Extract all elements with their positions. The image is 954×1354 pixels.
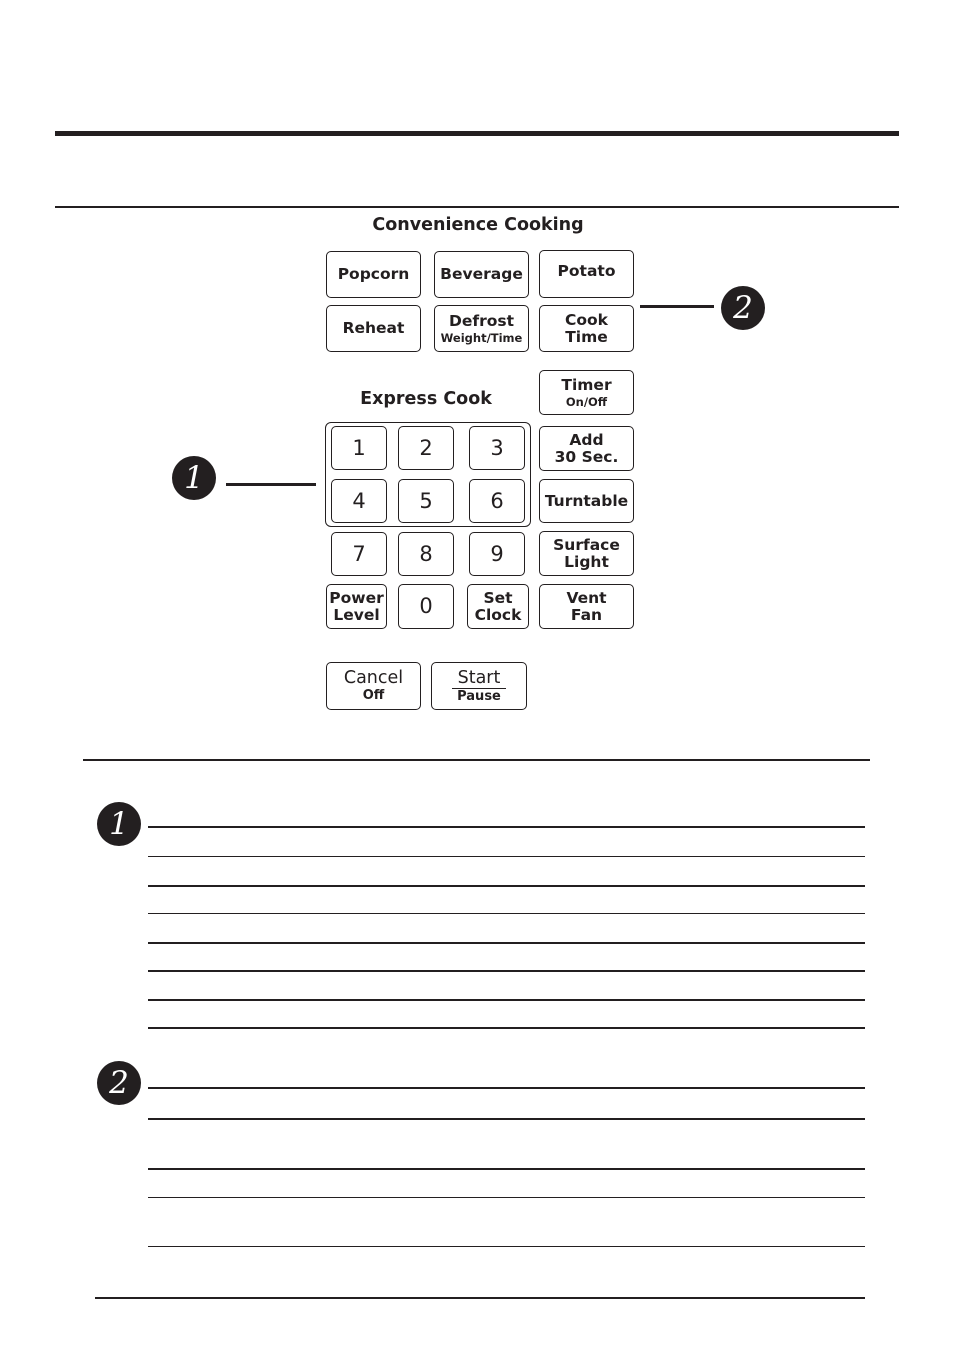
callout-1-leader: [226, 483, 316, 486]
digit-4-label: 4: [352, 488, 366, 513]
set-clock-label-line1: Set: [483, 589, 513, 608]
section-1-row-rule: [148, 826, 865, 828]
digit-2-button[interactable]: [398, 426, 454, 470]
callout-2-marker: 2: [721, 286, 765, 330]
turntable-label: Turntable: [544, 491, 629, 510]
set-clock-button[interactable]: [467, 584, 529, 629]
section-1-row-rule: [148, 856, 865, 857]
potato-button[interactable]: [539, 250, 634, 298]
section-2-row-rule: [148, 1118, 865, 1120]
digit-7-button[interactable]: [331, 532, 387, 576]
digit-9-label: 9: [490, 541, 504, 566]
digit-1-label: 1: [352, 435, 366, 460]
add-30-sec-button[interactable]: [539, 426, 634, 471]
digit-1-button[interactable]: [331, 426, 387, 470]
potato-label: Potato: [557, 262, 616, 280]
beverage-button[interactable]: [434, 251, 529, 298]
section-2-row-rule: [148, 1197, 865, 1198]
cook-time-label-line1: Cook: [565, 311, 608, 330]
digit-6-button[interactable]: [469, 479, 525, 523]
cancel-off-button[interactable]: [326, 662, 421, 710]
start-pause-button[interactable]: [431, 662, 527, 710]
section-2-row-rule: [148, 1087, 865, 1089]
surface-light-label-line2: Light: [564, 552, 609, 571]
reheat-label: Reheat: [342, 319, 405, 338]
turntable-button[interactable]: [539, 479, 634, 523]
digit-5-label: 5: [419, 488, 433, 513]
pause-sublabel: Pause: [457, 688, 501, 704]
digit-8-button[interactable]: [398, 532, 454, 576]
express-cook-heading: Express Cook: [360, 389, 492, 409]
defrost-button[interactable]: [434, 305, 529, 352]
surface-light-label-line1: Surface: [553, 536, 620, 555]
top-heavy-rule: [55, 131, 899, 136]
vent-fan-label-line2: Fan: [570, 605, 603, 624]
section-2-row-rule: [148, 1246, 865, 1247]
section-1-row-rule: [148, 970, 865, 972]
callout-2-leader: [640, 305, 714, 308]
section-1-row-rule: [148, 913, 865, 914]
vent-fan-button[interactable]: [539, 584, 634, 629]
section-1-row-rule: [148, 942, 865, 944]
page-bottom-rule: [95, 1297, 865, 1299]
reheat-button[interactable]: [326, 305, 421, 352]
power-level-button[interactable]: [326, 584, 387, 629]
callout-1-marker: 1: [172, 456, 216, 500]
section-1-row-rule: [148, 999, 865, 1001]
digit-7-label: 7: [352, 541, 366, 566]
timer-button[interactable]: [539, 370, 634, 415]
defrost-label: Defrost: [448, 311, 515, 330]
popcorn-label: Popcorn: [337, 265, 410, 284]
defrost-sublabel: Weight/Time: [440, 331, 523, 346]
digit-0-button[interactable]: [398, 584, 454, 629]
start-label: Start: [452, 669, 507, 689]
vent-fan-label-line1: Vent: [566, 589, 607, 608]
panel-bottom-rule: [83, 759, 870, 761]
digit-2-label: 2: [419, 435, 433, 460]
popcorn-button[interactable]: [326, 251, 421, 298]
off-sublabel: Off: [362, 687, 385, 703]
surface-light-button[interactable]: [539, 531, 634, 576]
add-30-sec-label-line1: Add: [569, 431, 604, 450]
digit-0-label: 0: [419, 594, 433, 619]
cook-time-button[interactable]: [539, 305, 634, 352]
convenience-cooking-heading: Convenience Cooking: [372, 215, 584, 235]
power-level-label-line1: Power: [329, 589, 384, 608]
section-1-marker: 1: [97, 802, 141, 846]
digit-3-button[interactable]: [469, 426, 525, 470]
section-rule: [55, 206, 899, 208]
section-2-marker: 2: [97, 1061, 141, 1105]
section-2-row-rule: [148, 1168, 865, 1170]
add-30-sec-label-line2: 30 Sec.: [554, 447, 619, 466]
digit-8-label: 8: [419, 541, 433, 566]
section-1-row-rule: [148, 1027, 865, 1029]
beverage-label: Beverage: [440, 265, 523, 284]
digit-6-label: 6: [490, 488, 504, 513]
digit-9-button[interactable]: [469, 532, 525, 576]
digit-3-label: 3: [490, 435, 504, 460]
digit-5-button[interactable]: [398, 479, 454, 523]
section-1-row-rule: [148, 885, 865, 887]
cancel-label: Cancel: [343, 668, 404, 689]
timer-sublabel: On/Off: [565, 395, 608, 410]
power-level-label-line2: Level: [333, 605, 380, 624]
timer-label: Timer: [561, 375, 612, 394]
digit-4-button[interactable]: [331, 479, 387, 523]
set-clock-label-line2: Clock: [474, 605, 522, 624]
cook-time-label-line2: Time: [565, 327, 608, 346]
